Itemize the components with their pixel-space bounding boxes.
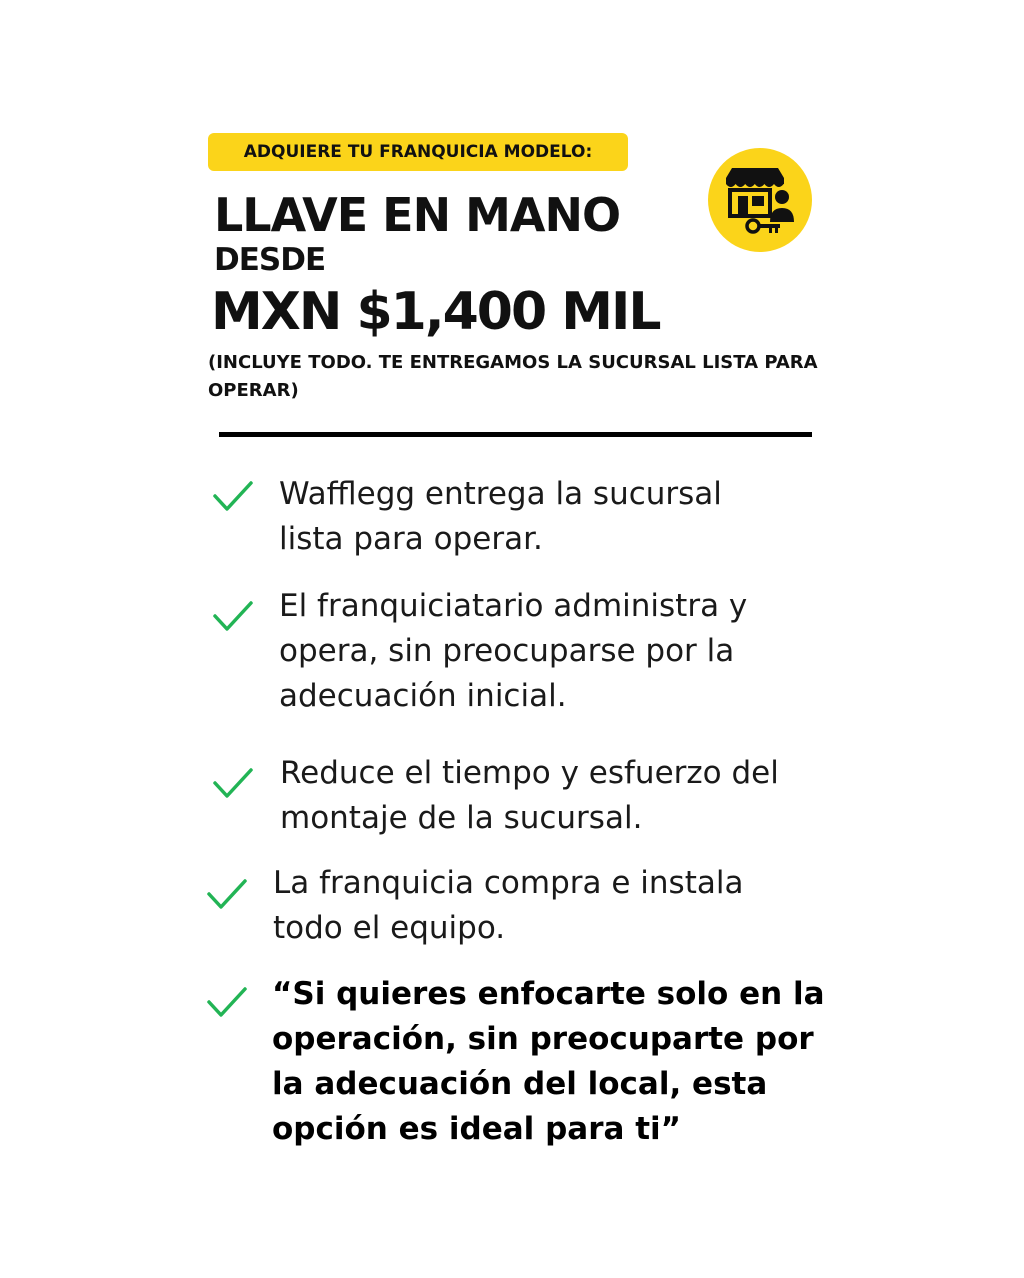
quote-line: opción es ideal para ti” <box>272 1111 682 1147</box>
list-item-line: El franquiciatario administra y <box>279 588 748 624</box>
check-icon <box>206 986 248 1020</box>
check-icon <box>212 480 254 514</box>
list-item <box>279 584 747 719</box>
list-item-line: Wafflegg entrega la sucursal <box>279 476 722 512</box>
check-icon <box>212 767 254 801</box>
check-icon <box>206 878 248 912</box>
quote-line: la adecuación del local, esta <box>272 1066 768 1102</box>
list-item-line: opera, sin preocuparse por la <box>279 633 735 669</box>
quote-line: operación, sin preocuparte por <box>272 1021 814 1057</box>
list-item <box>280 751 779 841</box>
list-item-line: lista para operar. <box>279 521 543 557</box>
divider <box>219 432 812 437</box>
header-badge: ADQUIERE TU FRANQUICIA MODELO: <box>208 133 628 171</box>
price-prefix: DESDE <box>214 242 326 278</box>
price-value: MXN $1,400 MIL <box>211 282 660 342</box>
list-item-line: Reduce el tiempo y esfuerzo del <box>280 755 779 791</box>
list-item-line: todo el equipo. <box>273 910 506 946</box>
list-item <box>273 861 743 951</box>
quote-item <box>272 972 825 1152</box>
list-item <box>279 472 722 562</box>
list-item-line: montaje de la sucursal. <box>280 800 643 836</box>
check-icon <box>212 600 254 634</box>
list-item-line: adecuación inicial. <box>279 678 567 714</box>
quote-line: “Si quieres enfocarte solo en la <box>272 976 825 1012</box>
page-title: LLAVE EN MANO <box>214 188 621 242</box>
list-item-line: La franquicia compra e instala <box>273 865 744 901</box>
store-key-person-icon <box>708 148 812 252</box>
price-note: (INCLUYE TODO. TE ENTREGAMOS LA SUCURSAL LISTA PARA OPERAR) <box>208 352 818 401</box>
